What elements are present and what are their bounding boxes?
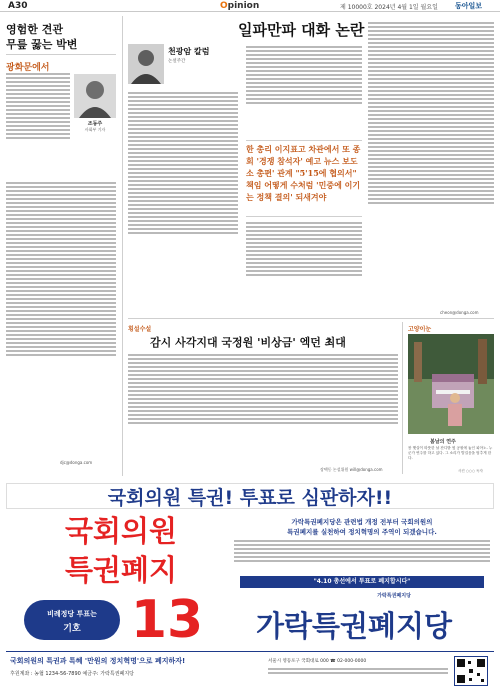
ad-badge-line1: 비례정당 투표는 [47,610,97,618]
pull-quote: 한 총리 이지표고 차관에서 또 종회 '경쟁 참석자' 예고 뉴스 보도 소 총편' 관계 "5'15에 협의서" 책임 어떻게 수처럼 '민중에 이기는 정책 결의' 되새겨야 [246,144,361,202]
col1-text-b [6,180,116,455]
qr-code-icon [455,657,487,685]
ad-right-title1: 가락특권폐지당은 관련법 개정 전부터 국회의원의 [291,518,433,526]
page-number: A30 [8,1,28,11]
portrait-icon [74,74,116,118]
side-caption: 봄 햇살이 따뜻한 날 잔디밭 옆 공원에 놓인 피아노. 누군가 연주를 하고 있다. 그 소리가 발걸음을 멈추게 한다. [408,446,493,460]
body-text [234,538,490,574]
body-text [128,90,238,315]
mid-author [320,467,383,473]
portrait-icon [128,44,164,84]
ad-party-name: 가락특권폐지당 [255,609,453,643]
column-divider [402,322,403,474]
col1-email: djc@donga.com [60,460,93,465]
ad-divider [6,651,494,652]
section-divider [128,318,494,319]
ad-bottom-slogan: 국회의원의 특권과 특혜 '만원의 정치혁명'으로 폐지하자! [10,657,186,665]
ad-ballot-number: 13 [130,590,204,650]
col4-text [368,20,494,310]
author-role: 사회부 기자 [84,127,106,132]
section-prefix: O [220,1,228,11]
author-photo [74,74,116,118]
col1-title-line1: 영험한 견관 [6,23,63,36]
ad-contact-block [268,658,448,684]
col1-byline: 광화문에서 [6,63,50,73]
ad-party-small: 가락특권폐지당 [377,593,411,599]
body-text [246,44,362,136]
body-text [246,220,362,310]
ad-right-text [234,538,490,574]
side-photo [408,334,494,434]
ad-qr-code [454,656,488,686]
section-title [220,1,259,11]
pullquote-rule-top [246,140,362,141]
section-rest: pinion [227,1,260,11]
col1-title-line2: 무릎 꿇는 박변 [6,38,78,51]
side-caption-title: 봄날의 연주 [430,439,456,445]
pullquote-rule-bottom [246,216,362,217]
ad-ballot-badge [24,600,120,640]
body-text [6,71,70,176]
side-kicker: 고양이눈 [408,326,432,333]
ad-slogan: "4.10 총선에서 투표로 폐지합시다" [240,576,484,588]
divider [6,54,116,55]
body-text [268,666,448,684]
col1-text-a [6,71,70,176]
ad-account: 후원계좌 : 농협 1234-56-7890 예금주: 가락특권폐지당 [10,671,135,677]
col3-text-a [246,44,362,136]
author-name: 조동주 [87,121,103,127]
body-text [368,20,494,310]
ad-big-line1: 국회의원 [64,514,178,548]
brand-logo: 동아일보 [455,2,483,10]
ad-badge-line2: 기호 [63,624,81,634]
mid-kicker: 횡설수설 [128,326,152,333]
col3-text-b [246,220,362,310]
col2-text [128,90,238,315]
ad-big-line2: 특권폐지 [64,553,178,587]
ad-right-title2: 특권폐지를 실천하여 정치혁명의 주역이 되겠습니다. [287,528,437,536]
mid-text [128,352,398,466]
ad-banner-top: 국회의원 특권! 투표로 심판하자!! [6,483,494,509]
column-name: 천광암 칼럼 [168,46,210,56]
body-text [128,352,398,466]
side-credit: 사진 ○○○ 독자 [458,469,483,473]
mid-headline: 감시 사각지대 국정원 '비상금' 엑던 최대 [150,336,346,349]
mid-author-email: will@donga.com [349,467,383,472]
issue-meta: 제 10000호 2024년 4월 1일 월요일 [340,4,438,11]
mid-author-name: 장택동 논설위원 [320,467,349,472]
ad-contact: 서울시 영등포구 국회대로 000 ☎ 02-000-0000 [268,659,367,664]
main-headline: 일파만파 대화 논란 [238,21,365,39]
columnist-photo [128,44,164,84]
col3-email: cheon@donga.com [440,310,479,315]
column-divider [122,16,123,476]
column-role: 논설주간 [168,59,186,64]
piano-photo-icon [408,334,494,434]
body-text [6,180,116,455]
